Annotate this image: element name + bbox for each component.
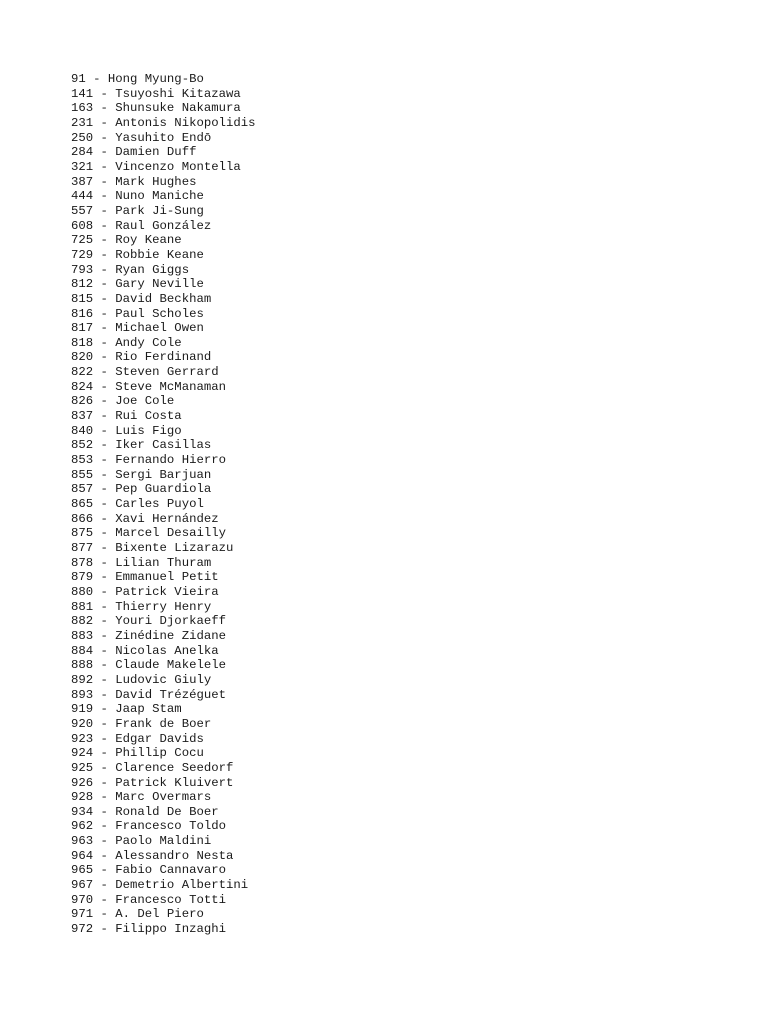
list-item: 884 - Nicolas Anelka — [71, 643, 219, 658]
list-item: 926 - Patrick Kluivert — [71, 775, 234, 790]
list-item: 877 - Bixente Lizarazu — [71, 541, 234, 555]
list-item: 928 - Marc Overmars — [71, 790, 212, 805]
list-item: 822 - Steven Gerrard — [71, 365, 219, 380]
list-item: 919 - Jaap Stam — [71, 702, 182, 717]
list-item: 875 - Marcel Desailly — [71, 526, 226, 541]
list-item: 855 - Sergi Barjuan — [71, 467, 212, 482]
list-item: 893 - David Trézéguet — [71, 687, 226, 702]
list-item: 812 - Gary Neville — [71, 277, 204, 292]
list-item: 934 - Ronald De Boer — [71, 804, 219, 819]
list-item: 725 - Roy Keane — [71, 233, 182, 248]
list-item: 91 - Hong Myung-Bo — [71, 72, 204, 86]
list-item: 882 - Youri Djorkaeff — [71, 614, 226, 629]
list-item: 321 - Vincenzo Montella — [71, 159, 241, 174]
list-item: 793 - Ryan Giggs — [71, 262, 190, 277]
list-item: 817 - Michael Owen — [71, 321, 204, 336]
list-item: 557 - Park Ji-Sung — [71, 203, 204, 218]
list-item: 608 - Raul González — [71, 218, 212, 233]
list-item: 729 - Robbie Keane — [71, 247, 204, 262]
list-item: 815 - David Beckham — [71, 291, 212, 306]
list-item: 250 - Yasuhito Endō — [71, 130, 212, 145]
list-item: 284 - Damien Duff — [71, 145, 197, 160]
list-item: 816 - Paul Scholes — [71, 306, 204, 321]
list-item: 163 - Shunsuke Nakamura — [71, 101, 241, 116]
list-item: 387 - Mark Hughes — [71, 174, 197, 189]
list-item: 141 - Tsuyoshi Kitazawa — [71, 86, 241, 101]
list-item: 924 - Phillip Cocu — [71, 746, 204, 761]
player-list — [71, 72, 255, 937]
list-item: 888 - Claude Makelele — [71, 658, 226, 673]
list-item: 971 - A. Del Piero — [71, 907, 204, 922]
list-item: 925 - Clarence Seedorf — [71, 760, 234, 775]
list-item: 840 - Luis Figo — [71, 423, 182, 438]
list-item: 972 - Filippo Inzaghi — [71, 922, 226, 937]
list-item: 883 - Zinédine Zidane — [71, 628, 226, 643]
list-item: 878 - Lilian Thuram — [71, 555, 212, 570]
list-item: 231 - Antonis Nikopolidis — [71, 115, 256, 130]
list-item: 826 - Joe Cole — [71, 394, 175, 409]
list-item: 857 - Pep Guardiola — [71, 482, 212, 497]
list-item: 444 - Nuno Maniche — [71, 189, 204, 204]
list-item: 881 - Thierry Henry — [71, 599, 212, 614]
list-item: 920 - Frank de Boer — [71, 716, 212, 731]
list-item: 964 - Alessandro Nesta — [71, 848, 234, 863]
list-item: 866 - Xavi Hernández — [71, 511, 219, 526]
list-item: 967 - Demetrio Albertini — [71, 878, 249, 893]
list-item: 824 - Steve McManaman — [71, 379, 226, 394]
list-item: 853 - Fernando Hierro — [71, 453, 226, 468]
list-item: 865 - Carles Puyol — [71, 497, 204, 512]
list-item: 970 - Francesco Totti — [71, 892, 226, 907]
list-item: 818 - Andy Cole — [71, 335, 182, 350]
list-item: 892 - Ludovic Giuly — [71, 672, 212, 687]
list-item: 965 - Fabio Cannavaro — [71, 863, 226, 878]
list-item: 879 - Emmanuel Petit — [71, 570, 219, 585]
list-item: 820 - Rio Ferdinand — [71, 350, 212, 365]
list-item: 962 - Francesco Toldo — [71, 819, 226, 834]
list-item: 880 - Patrick Vieira — [71, 584, 219, 599]
list-item: 837 - Rui Costa — [71, 409, 182, 424]
list-item: 923 - Edgar Davids — [71, 731, 204, 746]
list-item: 963 - Paolo Maldini — [71, 834, 212, 849]
list-item: 852 - Iker Casillas — [71, 438, 212, 453]
